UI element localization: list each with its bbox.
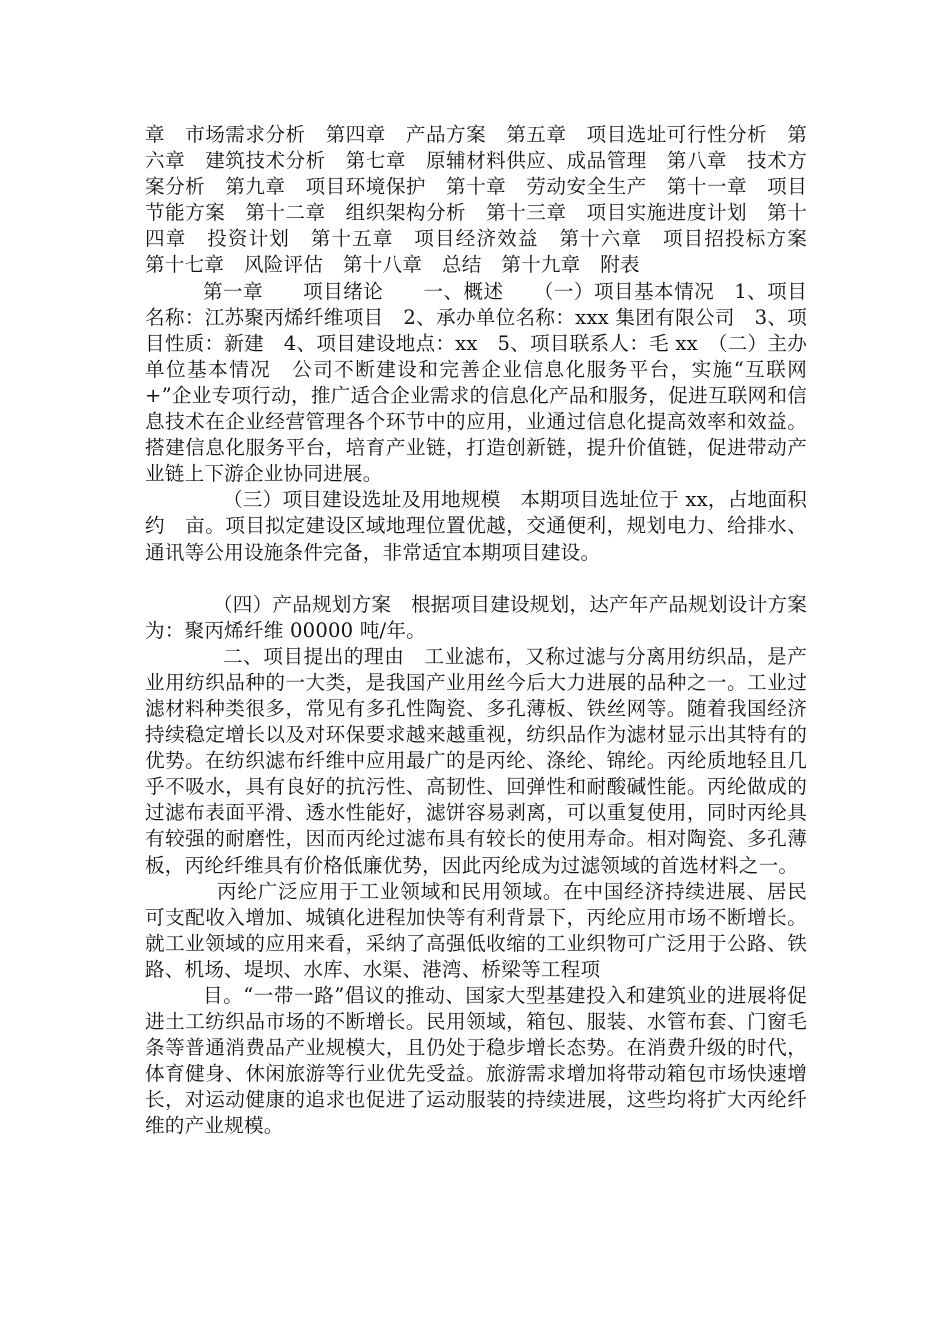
paragraph-project-reasons: 二、项目提出的理由 工业滤布，又称过滤与分离用纺织品，是产业用纺织品种的一大类，是我国产业用丝今后大力进展的品种之一。工业过滤材料种类很多，常见有多孔性陶瓷、多孔薄板、铁丝网等。随着我国经济持续稳定增长以及对环保要求越来越重视，纺织品作为滤材显示出其特有的优势。在纺织滤布纤维中应用最广的是丙纶、涤纶、锦纶。丙纶质地轻且几乎不吸水，具有良好的抗污性、高韧性、回弹性和耐酸碱性能。丙纶做成的过滤布表面平滑、透水性能好，滤饼容易剥离，可以重复使用，同时丙纶具有较强的耐磨性，因而丙纶过滤布具有较长的使用寿命。相对陶瓷、多孔薄板，丙纶纤维具有价格低廉优势，因此丙纶成为过滤领域的首选材料之一。 — [145, 644, 807, 877]
paragraph-product-plan: （四）产品规划方案 根据项目建设规划，达产年产品规划设计方案为：聚丙烯纤维 00000 吨/年。 — [145, 592, 807, 642]
blank-line — [145, 566, 807, 592]
paragraph-market-growth: 目。“一带一路”倡议的推动、国家大型基建投入和建筑业的进展将促进土工纺织品市场的不断增长。民用领域，箱包、服装、水管布套、门窗毛条等普通消费品产业规模大，且仍处于稳步增长态势。在消费升级的时代，体育健身、休闲旅游等行业优先受益。旅游需求增加将带动箱包市场快速增长，对运动健康的追求也促进了运动服装的持续进展，这些均将扩大丙纶纤维的产业规模。 — [145, 984, 807, 1138]
paragraph-polypropylene-applications: 丙纶广泛应用于工业领域和民用领域。在中国经济持续进展、居民可支配收入增加、城镇化进程加快等有利背景下，丙纶应用市场不断增长。就工业领域的应用来看，采纳了高强低收缩的工业织物可广泛用于公路、铁路、机场、堤坝、水库、水渠、港湾、桥梁等工程项 — [145, 879, 807, 981]
paragraph-chapter-one-overview: 第一章 项目绪论 一、概述 （一）项目基本情况 1、项目名称：江苏聚丙烯纤维项目 2、承办单位名称：xxx 集团有限公司 3、项目性质：新建 4、项目建设地点：xx 5、项目联系人：毛 xx （二）主办单位基本情况 公司不断建设和完善企业信息化服务平台，实施“互联网+”企业专项行动，推广适合企业需求的信息化产品和服务，促进互联网和信息技术在企业经营管理各个环节中的应用，业通过信息化提高效率和效益。搭建信息化服务平台，培育产业链，打造创新链，提升价值链，促进带动产业链上下游企业协同进展。 — [145, 279, 807, 486]
paragraph-site-and-land: （三）项目建设选址及用地规模 本期项目选址位于 xx，占地面积约 亩。项目拟定建设区域地理位置优越，交通便利，规划电力、给排水、通讯等公用设施条件完备，非常适宜本期项目建设。 — [145, 488, 807, 564]
paragraph-table-of-contents: 章 市场需求分析 第四章 产品方案 第五章 项目选址可行性分析 第六章 建筑技术分析 第七章 原辅材料供应、成品管理 第八章 技术方案分析 第九章 项目环境保护 第十章 劳动安全生产 第十一章 项目节能方案 第十二章 组织架构分析 第十三章 项目实施进度计划 第十四章 投资计划 第十五章 项目经济效益 第十六章 项目招投标方案 第十七章 风险评估 第十八章 总结 第十九章 附表 — [145, 123, 827, 277]
document-body — [145, 122, 827, 1140]
